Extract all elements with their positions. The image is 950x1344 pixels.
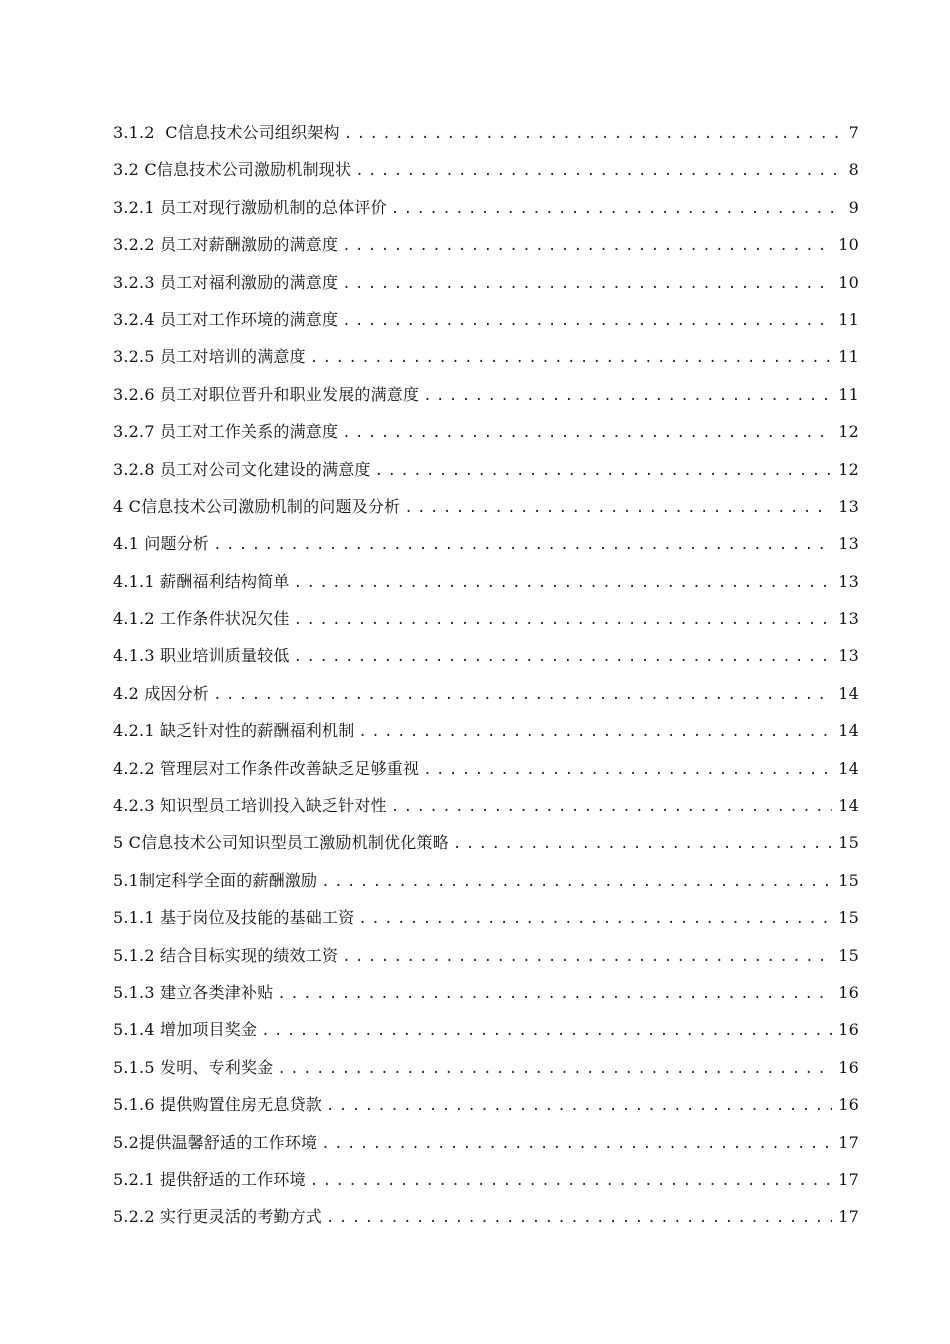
toc-entry-title: 3.2.6 员工对职位晋升和职业发展的满意度	[113, 384, 420, 404]
toc-entry-page: 14	[838, 721, 859, 741]
toc-entry-title: 5.2提供温馨舒适的工作环境	[113, 1132, 318, 1152]
toc-entry[interactable]	[113, 1165, 859, 1202]
toc-entry-page: 11	[838, 384, 859, 404]
toc-entry[interactable]	[113, 268, 859, 305]
toc-entry[interactable]	[113, 604, 859, 641]
toc-entry[interactable]	[113, 791, 859, 828]
toc-entry[interactable]	[113, 828, 859, 865]
toc-dot-leader	[294, 605, 833, 635]
toc-entry-title: 3.2.8 员工对公司文化建设的满意度	[113, 459, 371, 479]
toc-dot-leader	[326, 1091, 832, 1121]
toc-entry[interactable]	[113, 305, 859, 342]
toc-entry-title: 3.2.7 员工对工作关系的满意度	[113, 422, 339, 442]
toc-dot-leader	[404, 493, 832, 523]
toc-entry-title: 5.1.5 发明、专利奖金	[113, 1057, 274, 1077]
toc-dot-leader	[391, 194, 841, 224]
toc-entry-title: 3.2.3 员工对福利激励的满意度	[113, 272, 339, 292]
toc-entry-title: 4.2.1 缺乏针对性的薪酬福利机制	[113, 721, 355, 741]
toc-entry[interactable]	[113, 193, 859, 230]
toc-entry-title: 4.2 成因分析	[113, 683, 210, 703]
toc-entry[interactable]	[113, 118, 859, 155]
toc-entry[interactable]	[113, 529, 859, 566]
toc-entry-title: 4.1.1 薪酬福利结构简单	[113, 571, 290, 591]
toc-entry[interactable]	[113, 941, 859, 978]
toc-entry-page: 14	[838, 758, 859, 778]
toc-entry-title: 4.2.2 管理层对工作条件改善缺乏足够重视	[113, 758, 420, 778]
toc-entry-page: 16	[838, 1020, 859, 1040]
toc-entry-page: 13	[838, 496, 859, 516]
toc-entry[interactable]	[113, 380, 859, 417]
toc-dot-leader	[310, 1166, 832, 1196]
toc-entry-page: 11	[838, 309, 859, 329]
toc-dot-leader	[277, 1054, 832, 1084]
toc-entry[interactable]	[113, 1202, 859, 1239]
toc-entry[interactable]	[113, 754, 859, 791]
toc-dot-leader	[261, 1016, 832, 1046]
toc-dot-leader	[342, 306, 832, 336]
toc-entry-page: 15	[838, 945, 859, 965]
toc-entry[interactable]	[113, 903, 859, 940]
toc-entry[interactable]	[113, 567, 859, 604]
toc-entry[interactable]	[113, 342, 859, 379]
toc-entry-page: 15	[838, 908, 859, 928]
toc-entry-page: 13	[838, 609, 859, 629]
toc-entry-title: 3.2.5 员工对培训的满意度	[113, 347, 306, 367]
toc-entry-title: 5.1.3 建立各类津补贴	[113, 982, 274, 1002]
toc-entry-title: 4.2.3 知识型员工培训投入缺乏针对性	[113, 796, 387, 816]
toc-dot-leader	[321, 1129, 832, 1159]
toc-entry-page: 8	[848, 160, 859, 180]
toc-entry-page: 17	[838, 1169, 859, 1189]
toc-dot-leader	[326, 1203, 832, 1233]
toc-entry[interactable]	[113, 455, 859, 492]
toc-entry-title: 3.2 C信息技术公司激励机制现状	[113, 160, 352, 180]
toc-entry-title: 4.1.3 职业培训质量较低	[113, 646, 290, 666]
toc-dot-leader	[213, 530, 832, 560]
toc-dot-leader	[294, 642, 833, 672]
toc-entry[interactable]	[113, 716, 859, 753]
toc-entry[interactable]	[113, 1053, 859, 1090]
toc-entry-page: 9	[848, 197, 859, 217]
toc-dot-leader	[344, 119, 841, 149]
toc-entry[interactable]	[113, 1090, 859, 1127]
toc-entry[interactable]	[113, 417, 859, 454]
toc-entry-page: 13	[838, 646, 859, 666]
table-of-contents	[113, 118, 859, 1240]
toc-entry-page: 17	[838, 1207, 859, 1227]
toc-entry-title: 5.1制定科学全面的薪酬激励	[113, 870, 318, 890]
toc-dot-leader	[391, 792, 832, 822]
toc-entry[interactable]	[113, 155, 859, 192]
toc-entry-page: 10	[838, 235, 859, 255]
toc-dot-leader	[310, 343, 832, 373]
toc-entry-title: 4.1 问题分析	[113, 534, 210, 554]
toc-dot-leader	[355, 156, 841, 186]
toc-entry-page: 16	[838, 1095, 859, 1115]
toc-entry-title: 3.2.4 员工对工作环境的满意度	[113, 309, 339, 329]
toc-entry-title: 4.1.2 工作条件状况欠佳	[113, 609, 290, 629]
toc-entry-title: 5.1.4 增加项目奖金	[113, 1020, 258, 1040]
toc-dot-leader	[294, 568, 833, 598]
toc-entry-page: 17	[838, 1132, 859, 1152]
toc-entry-title: 5.1.6 提供购置住房无息贷款	[113, 1095, 322, 1115]
toc-entry[interactable]	[113, 230, 859, 267]
toc-dot-leader	[358, 904, 832, 934]
toc-entry-title: 3.2.1 员工对现行激励机制的总体评价	[113, 197, 387, 217]
toc-entry-page: 14	[838, 796, 859, 816]
toc-entry-page: 14	[838, 683, 859, 703]
toc-dot-leader	[342, 418, 832, 448]
toc-entry-title: 5.1.1 基于岗位及技能的基础工资	[113, 908, 355, 928]
toc-dot-leader	[321, 867, 832, 897]
toc-dot-leader	[213, 680, 832, 710]
toc-entry-page: 16	[838, 1057, 859, 1077]
toc-dot-leader	[342, 269, 832, 299]
toc-entry-title: 3.2.2 员工对薪酬激励的满意度	[113, 235, 339, 255]
toc-entry-page: 15	[838, 870, 859, 890]
toc-dot-leader	[342, 231, 832, 261]
toc-dot-leader	[423, 755, 832, 785]
toc-entry-page: 13	[838, 571, 859, 591]
toc-dot-leader	[453, 829, 832, 859]
toc-dot-leader	[358, 717, 832, 747]
toc-dot-leader	[423, 381, 832, 411]
toc-entry[interactable]	[113, 866, 859, 903]
toc-dot-leader	[277, 979, 832, 1009]
toc-entry[interactable]	[113, 978, 859, 1015]
toc-entry[interactable]	[113, 641, 859, 678]
toc-entry-title: 5.1.2 结合目标实现的绩效工资	[113, 945, 339, 965]
toc-entry[interactable]	[113, 679, 859, 716]
toc-entry-page: 12	[838, 459, 859, 479]
toc-entry-page: 16	[838, 982, 859, 1002]
toc-entry[interactable]	[113, 1128, 859, 1165]
toc-dot-leader	[375, 456, 833, 486]
toc-entry-title: 4 C信息技术公司激励机制的问题及分析	[113, 496, 401, 516]
toc-entry-title: 5 C信息技术公司知识型员工激励机制优化策略	[113, 833, 449, 853]
toc-entry-page: 10	[838, 272, 859, 292]
toc-entry-page: 11	[838, 347, 859, 367]
toc-dot-leader	[342, 942, 832, 972]
toc-entry[interactable]	[113, 492, 859, 529]
toc-entry[interactable]	[113, 1015, 859, 1052]
toc-entry-title: 5.2.1 提供舒适的工作环境	[113, 1169, 306, 1189]
toc-entry-title: 3.1.2 C信息技术公司组织架构	[113, 123, 340, 142]
toc-entry-page: 12	[838, 422, 859, 442]
toc-entry-title: 5.2.2 实行更灵活的考勤方式	[113, 1207, 322, 1227]
toc-entry-page: 7	[848, 123, 859, 142]
toc-entry-page: 15	[838, 833, 859, 853]
toc-entry-page: 13	[838, 534, 859, 554]
